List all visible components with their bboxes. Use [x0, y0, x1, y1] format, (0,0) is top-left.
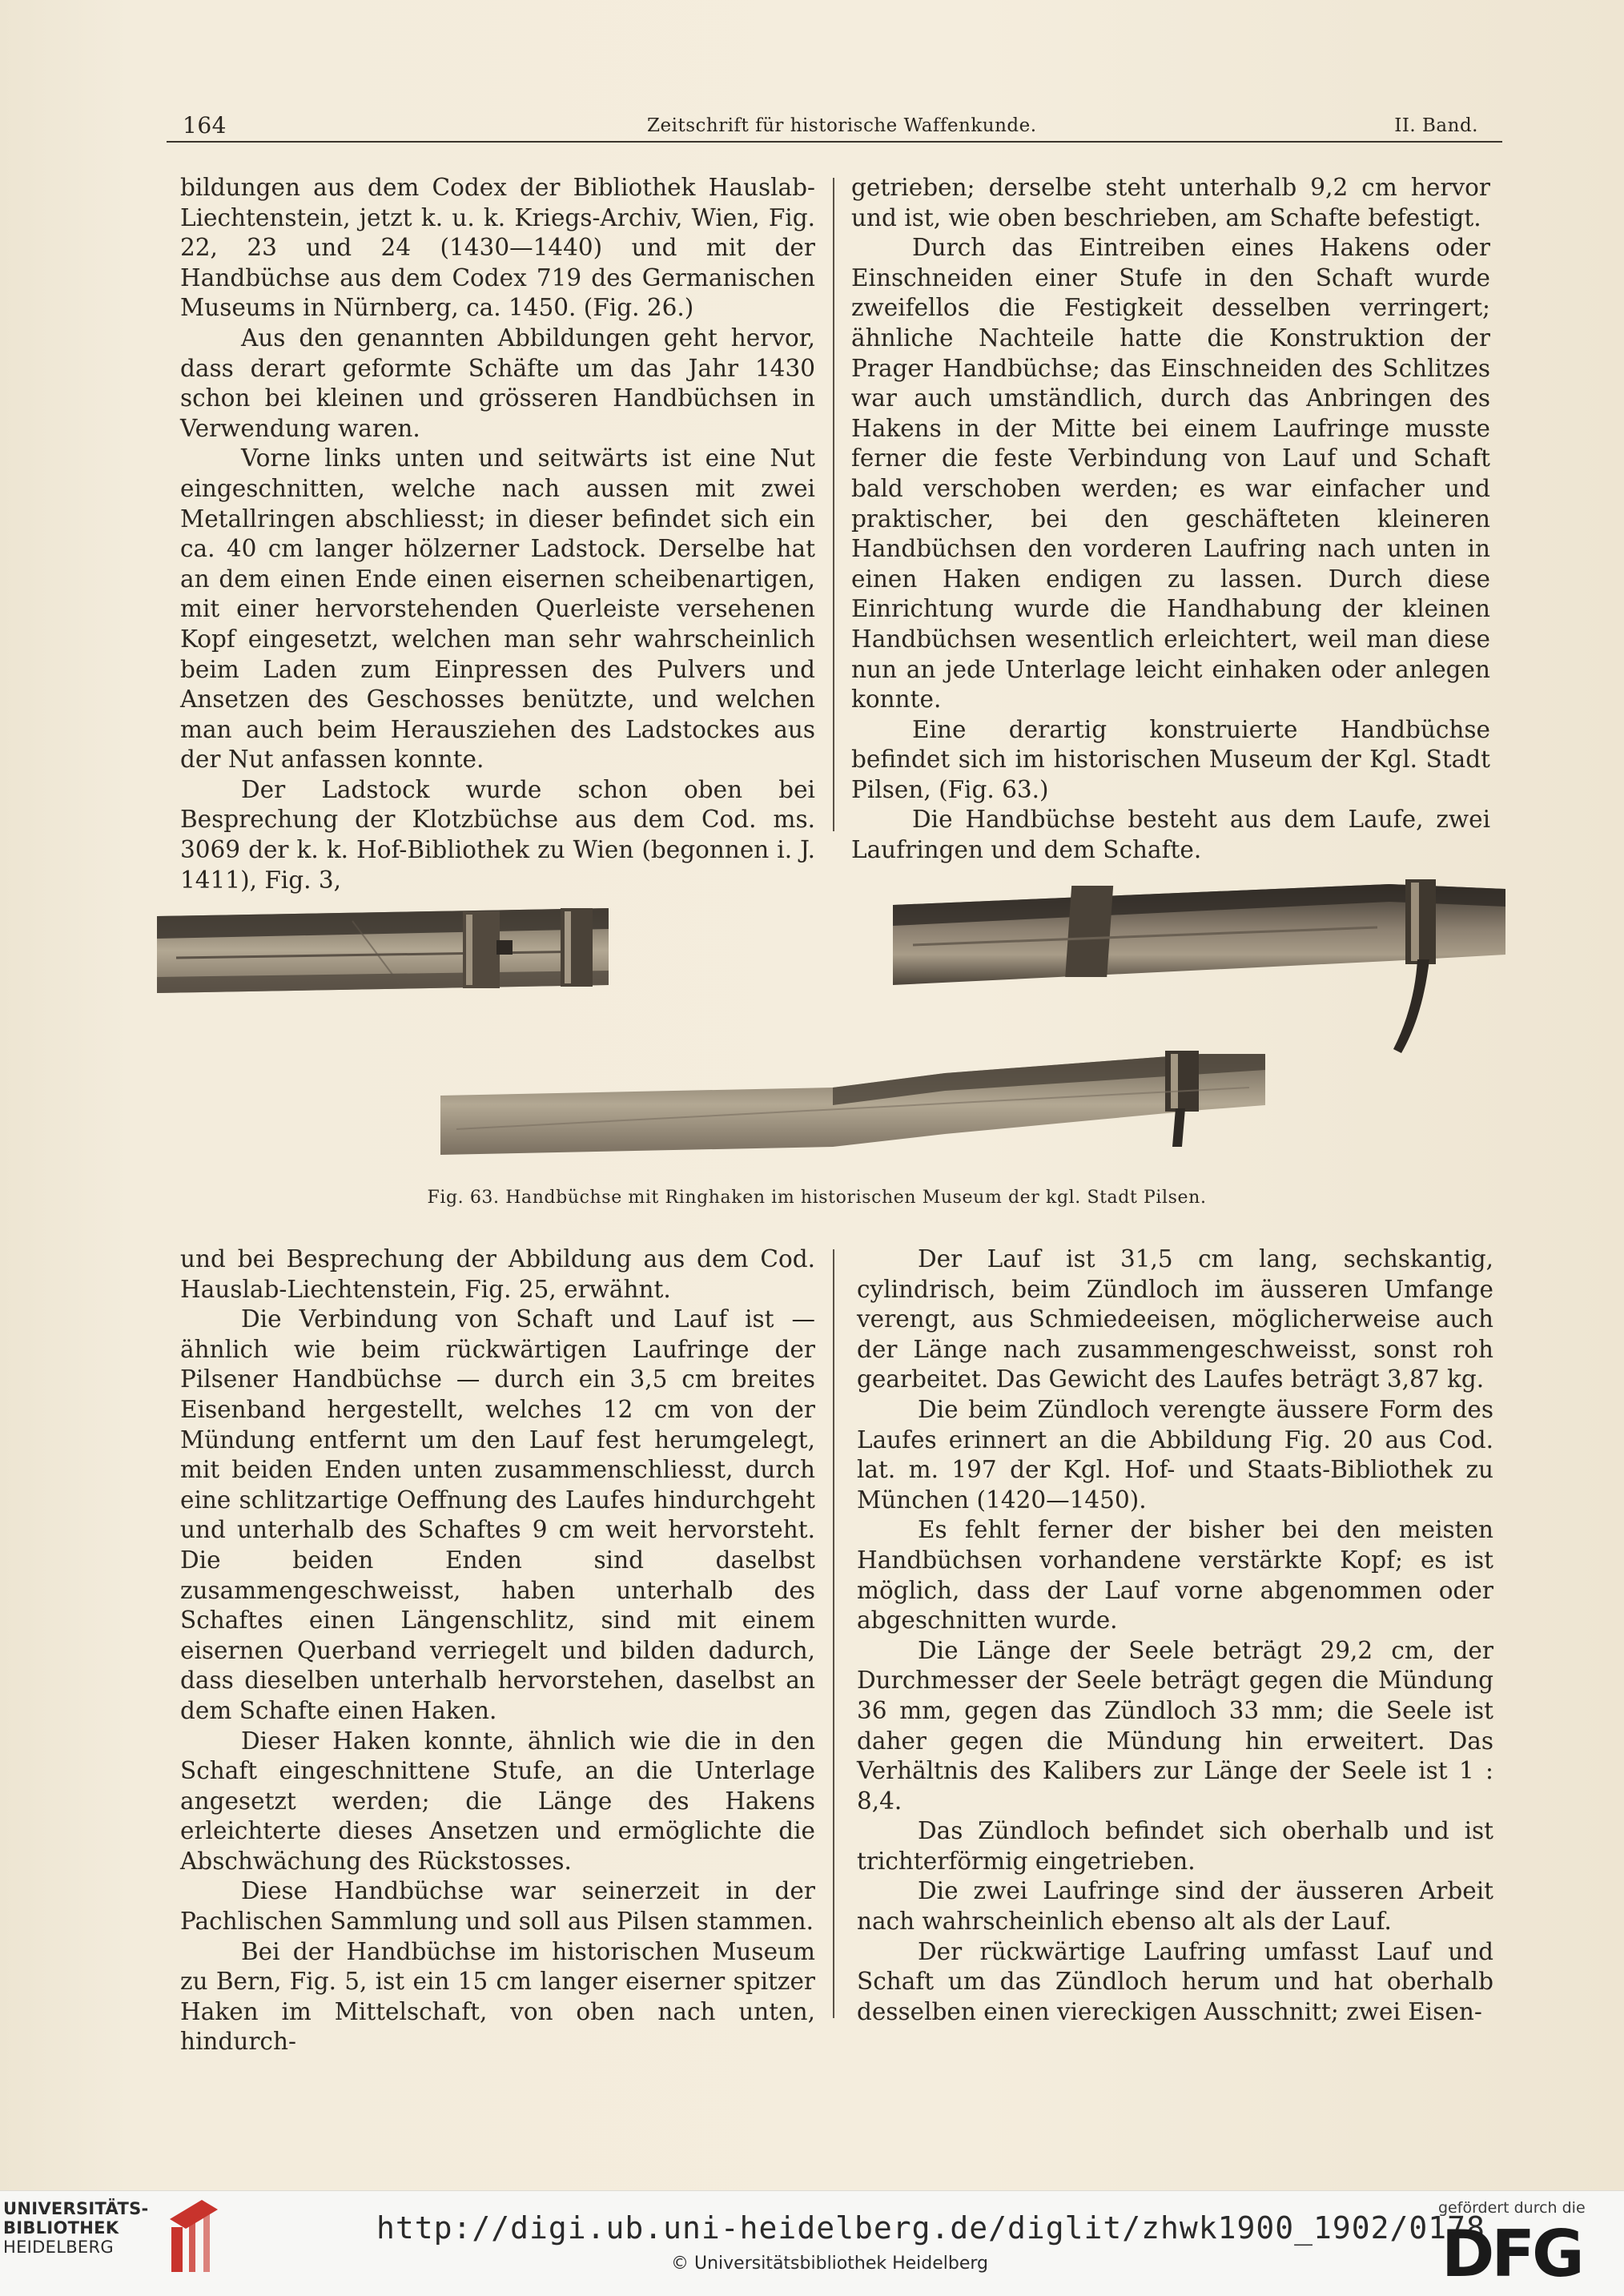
view-left [157, 908, 609, 993]
digitization-footer [0, 2190, 1624, 2296]
paragraph: Dieser Haken konnte, ähnlich wie die in den Schaft eingeschnittene Stufe, an die Unterlage angesetzt werden; die Länge des Hakens erleichterte dieses Ansetzen und ermöglichte die Abschwächung des Rückstosses. [180, 1727, 815, 1875]
column-right-bottom [857, 1245, 1493, 2027]
paragraph: Es fehlt ferner der bisher bei den meisten Handbüchsen vorhandene verstärkte Kopf; es ist möglich, dass der Lauf vorne abgenommen oder abgeschnitten wurde. [857, 1516, 1493, 1635]
handbuechse-photographs [144, 865, 1521, 1177]
column-divider [833, 1249, 834, 2018]
view-bottom [440, 1051, 1265, 1155]
paragraph: Die Verbindung von Schaft und Lauf ist — ähnlich wie beim rückwärtigen Laufringe der Pilsener Handbüchse — durch ein 3,5 cm breites Eisenband hergestellt, welches 12 cm von der Mündung entfernt um den Lauf fest herumgelegt, mit beiden Enden unten zusammenschliesst, durch eine schlitzartige Oeffnung des Laufes hindurchgeht und unterhalb des Schaftes 9 cm weit hervorsteht. Die beiden Enden sind daselbst zusammengeschweisst, haben unterhalb des Schaftes einen Längenschlitz, sind mit einem eisernen Querband verriegelt und bilden dadurch, dass dieselben unterhalb hervorstehen, daselbst an dem Schafte einen Haken. [180, 1305, 815, 1724]
paragraph: Der rückwärtige Laufring umfasst Lauf und Schaft um das Zündloch herum und hat oberhalb desselben einen viereckigen Ausschnitt; zwei Eisen- [857, 1937, 1493, 2025]
paragraph: Der Lauf ist 31,5 cm lang, sechskantig, cylindrisch, beim Zündloch im äusseren Umfange verengt, aus Schmiedeeisen, möglicherweise auch der Länge nach zusammengeschweisst, sonst roh gearbeitet. Das Gewicht des Laufes beträgt 3,87 kg. [857, 1245, 1493, 1393]
university-library-logo-icon [162, 2195, 226, 2275]
header-rule [167, 141, 1502, 143]
paragraph: bildungen aus dem Codex der Bibliothek Hauslab-Liechtenstein, jetzt k. u. k. Kriegs-Archiv, Wien, Fig. 22, 23 und 24 (1430—1440) und mit der Handbüchse aus dem Codex 719 des Germanischen Museums in Nürnberg, ca. 1450. (Fig. 26.) [180, 174, 815, 322]
column-right-top [851, 173, 1490, 866]
journal-title: Zeitschrift für historische Waffenkunde. [647, 115, 1037, 136]
column-divider [833, 178, 834, 831]
copyright-notice: © Universitätsbibliothek Heidelberg [671, 2254, 989, 2274]
paragraph: getrieben; derselbe steht unterhalb 9,2 cm hervor und ist, wie oben beschrieben, am Schafte befestigt. [851, 174, 1490, 231]
view-right [893, 879, 1505, 1053]
page-number: 164 [183, 112, 227, 139]
library-name: UNIVERSITÄTS- BIBLIOTHEK HEIDELBERG [3, 2199, 149, 2257]
dfg-logo-icon [1441, 2220, 1602, 2281]
figure-caption: Fig. 63. Handbüchse mit Ringhaken im historischen Museum der kgl. Stadt Pilsen. [427, 1188, 1207, 1208]
paragraph: Die zwei Laufringe sind der äusseren Arbeit nach wahrscheinlich ebenso alt als der Lauf. [857, 1877, 1493, 1936]
paragraph: und bei Besprechung der Abbildung aus dem Cod. Hauslab-Liechtenstein, Fig. 25, erwähnt. [180, 1245, 815, 1303]
paragraph: Diese Handbüchse war seinerzeit in der Pachlischen Sammlung und soll aus Pilsen stammen. [180, 1877, 815, 1936]
paragraph: Die beim Zündloch verengte äussere Form des Laufes erinnert an die Abbildung Fig. 20 aus Cod. lat. m. 197 der Kgl. Hof- und Staats-Bibliothek zu München (1420—1450). [857, 1395, 1493, 1514]
running-head [167, 111, 1496, 143]
svg-text:DFG: DFG [1441, 2220, 1582, 2281]
permalink-url[interactable]: http://digi.ub.uni-heidelberg.de/diglit/zhwk1900_1902/0178 [376, 2210, 1485, 2246]
paragraph: Eine derartig konstruierte Handbüchse befindet sich im historischen Museum der Kgl. Stadt Pilsen, (Fig. 63.) [851, 715, 1490, 803]
paragraph: Aus den genannten Abbildungen geht hervor, dass derart geformte Schäfte um das Jahr 1430 schon bei kleinen und grösseren Handbüchsen in Verwendung waren. [180, 324, 815, 442]
column-left-top [180, 173, 815, 895]
paragraph: Vorne links unten und seitwärts ist eine Nut eingeschnitten, welche nach aussen mit zwei Metallringen abschliesst; in dieser befindet sich ein ca. 40 cm langer hölzerner Ladstock. Derselbe hat an dem einen Ende einen eisernen scheibenartigen, mit einer hervorstehenden Querleiste versehenen Kopf eingesetzt, welchen man sehr wahrscheinlich beim Laden zum Einpressen des Pulvers und Ansetzen des Geschosses benützte, und welchen man auch beim Herausziehen des Ladstockes aus der Nut anfassen konnte. [180, 444, 815, 774]
paragraph: Die Handbüchse besteht aus dem Laufe, zwei Laufringen und dem Schafte. [851, 806, 1490, 864]
paragraph: Die Länge der Seele beträgt 29,2 cm, der Durchmesser der Seele beträgt gegen die Mündung 36 mm, gegen das Zündloch 33 mm; die Seele ist daher gegen die Mündung hin erweitert. Das Verhältnis des Kalibers zur Länge der Seele ist 1 : 8,4. [857, 1636, 1493, 1815]
column-left-bottom [180, 1245, 815, 2057]
volume-label: II. Band. [1394, 115, 1478, 136]
funding-note: gefördert durch die [1438, 2199, 1586, 2217]
figure-63 [144, 865, 1521, 1177]
paragraph: Das Zündloch befindet sich oberhalb und ist trichterförmig eingetrieben. [857, 1817, 1493, 1875]
paragraph: Bei der Handbüchse im historischen Museum zu Bern, Fig. 5, ist ein 15 cm langer eiserner spitzer Haken im Mittelschaft, von oben nach unten, hindurch- [180, 1937, 815, 2056]
paragraph: Durch das Eintreiben eines Hakens oder Einschneiden einer Stufe in den Schaft wurde zweifellos die Festigkeit desselben verringert; ähnliche Nachteile hatte die Konstruktion der Prager Handbüchse; das Einschneiden des Schlitzes war auch umständlich, durch das Anbringen des Hakens in der Mitte bei einem Laufringe musste ferner die feste Verbindung von Lauf und Schaft bald verschoben werden; es war einfacher und praktischer, bei den geschäfteten kleineren Handbüchsen den vorderen Laufring nach unten in einen Haken endigen zu lassen. Durch diese Einrichtung wurde die Handhabung der kleinen Handbüchsen wesentlich erleichtert, weil man diese nun an jede Unterlage leicht einhaken oder anlegen konnte. [851, 234, 1490, 714]
paragraph: Der Ladstock wurde schon oben bei Besprechung der Klotzbüchse aus dem Cod. ms. 3069 der k. k. Hof-Bibliothek zu Wien (begonnen i. J. 1411), Fig. 3, [180, 775, 815, 894]
